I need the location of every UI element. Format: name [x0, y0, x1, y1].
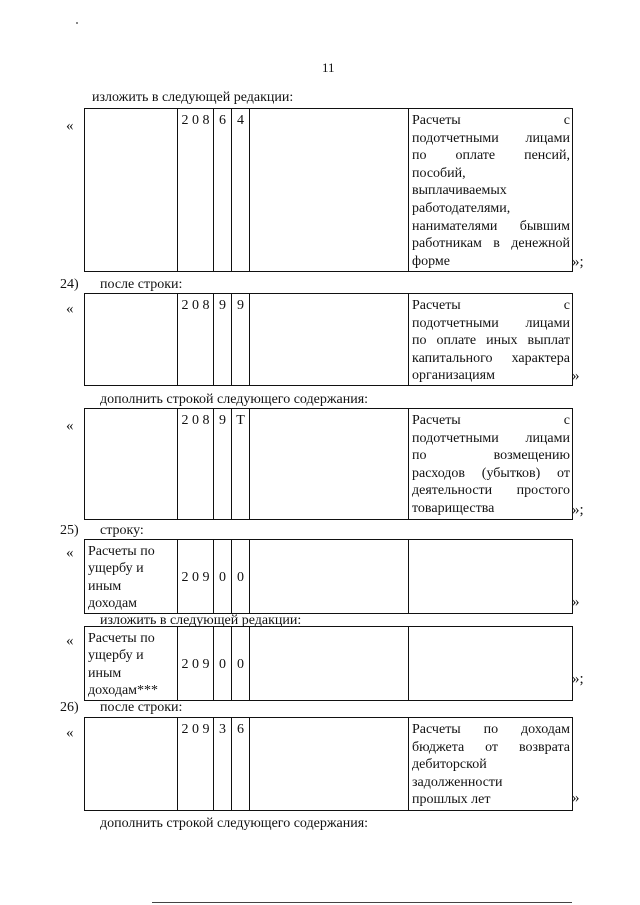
close-quote: »: [572, 790, 580, 806]
digit-cell: 0: [232, 540, 250, 614]
open-quote: «: [66, 301, 74, 317]
code-table: [84, 717, 573, 811]
description-cell: [409, 627, 573, 701]
blank-cell: [250, 109, 409, 272]
blank-cell: [250, 409, 409, 520]
code-table: [84, 539, 573, 614]
name-line: Расчеты по: [88, 544, 155, 559]
name-line: иным: [88, 665, 122, 681]
digit-cell: 9: [232, 294, 250, 386]
description-line: работодателями,: [412, 200, 511, 216]
digits-group: 2 0 9: [178, 718, 214, 811]
description-line: по оплате иных выплат: [412, 333, 570, 349]
lead-text: строку:: [100, 523, 144, 538]
description-cell: [409, 718, 573, 811]
close-quote: »: [572, 368, 580, 384]
description-line: расходов (убытков) от: [412, 465, 570, 481]
digit-cell: 6: [214, 109, 232, 272]
name-line: ущербу и: [88, 561, 144, 577]
description-line: по оплате пенсий,: [412, 148, 570, 164]
description-line: подотчетными лицами: [412, 430, 570, 446]
lead-text: после строки:: [100, 700, 183, 715]
description-line: задолженности: [412, 774, 503, 790]
description-line: Расчеты с: [412, 413, 570, 428]
open-quote: «: [66, 633, 74, 649]
close-quote: »;: [572, 254, 584, 270]
name-line: доходам***: [88, 683, 159, 699]
description-line: товарищества: [412, 500, 495, 516]
description-line: работникам в денежной: [412, 236, 570, 252]
blank-cell: [250, 627, 409, 701]
name-line: иным: [88, 578, 122, 594]
close-quote: »;: [572, 671, 584, 687]
name-line: Расчеты по: [88, 631, 155, 646]
name-cell: [85, 540, 178, 614]
description-line: Расчеты с: [412, 298, 570, 313]
digits-group: 2 0 8: [178, 409, 214, 520]
code-table: [84, 108, 573, 272]
description-line: выплачиваемых: [412, 183, 507, 199]
item-number: 25): [60, 523, 79, 538]
description-line: капитального характера: [412, 350, 570, 366]
name-cell: [85, 718, 178, 811]
digit-cell: 0: [232, 627, 250, 701]
description-line: по возмещению: [412, 448, 570, 464]
lead-text: изложить в следующей редакции:: [100, 613, 302, 628]
digit-cell: 0: [214, 540, 232, 614]
name-line: доходам: [88, 596, 138, 612]
digit-cell: 3: [214, 718, 232, 811]
item-number: 24): [60, 277, 79, 292]
lead-text: дополнить строкой следующего содержания:: [100, 392, 369, 407]
close-quote: »;: [572, 502, 584, 518]
description-line: пособий,: [412, 165, 466, 181]
item-number: 26): [60, 700, 79, 715]
lead-text: после строки:: [100, 277, 183, 292]
digits-group: 2 0 8: [178, 294, 214, 386]
code-table: [84, 408, 573, 520]
description-line: подотчетными лицами: [412, 130, 570, 146]
description-line: Расчеты с: [412, 113, 570, 128]
digit-cell: 9: [214, 294, 232, 386]
description-cell: [409, 540, 573, 614]
page-number: 11: [322, 60, 335, 75]
page-bottom-rule: [152, 902, 572, 903]
description-line: Расчеты по доходам: [412, 722, 570, 737]
description-line: прошлых лет: [412, 792, 491, 808]
close-quote: »: [572, 594, 580, 610]
digit-cell: T: [232, 409, 250, 520]
digit-cell: 6: [232, 718, 250, 811]
scan-speck: [76, 22, 78, 24]
blank-cell: [250, 540, 409, 614]
digits-group: 2 0 9: [178, 540, 214, 614]
digit-cell: 0: [214, 627, 232, 701]
name-cell: [85, 294, 178, 386]
name-line: ущербу и: [88, 648, 144, 664]
blank-cell: [250, 294, 409, 386]
name-cell: [85, 409, 178, 520]
open-quote: «: [66, 545, 74, 561]
name-cell: [85, 109, 178, 272]
description-cell: [409, 109, 573, 272]
code-table: [84, 293, 573, 386]
description-line: бюджета от возврата: [412, 739, 570, 755]
digits-group: 2 0 9: [178, 627, 214, 701]
digit-cell: 9: [214, 409, 232, 520]
description-line: организациям: [412, 368, 495, 384]
open-quote: «: [66, 725, 74, 741]
description-cell: [409, 294, 573, 386]
description-line: дебиторской: [412, 757, 487, 773]
description-line: форме: [412, 253, 450, 269]
code-table: [84, 626, 573, 701]
description-cell: [409, 409, 573, 520]
final-lead-text: дополнить строкой следующего содержания:: [100, 816, 369, 831]
digits-group: 2 0 8: [178, 109, 214, 272]
name-cell: [85, 627, 178, 701]
description-line: деятельности простого: [412, 483, 570, 499]
description-line: подотчетными лицами: [412, 315, 570, 331]
open-quote: «: [66, 118, 74, 134]
blank-cell: [250, 718, 409, 811]
description-line: нанимателями бывшим: [412, 218, 570, 234]
lead-text: изложить в следующей редакции:: [92, 90, 294, 105]
open-quote: «: [66, 418, 74, 434]
digit-cell: 4: [232, 109, 250, 272]
